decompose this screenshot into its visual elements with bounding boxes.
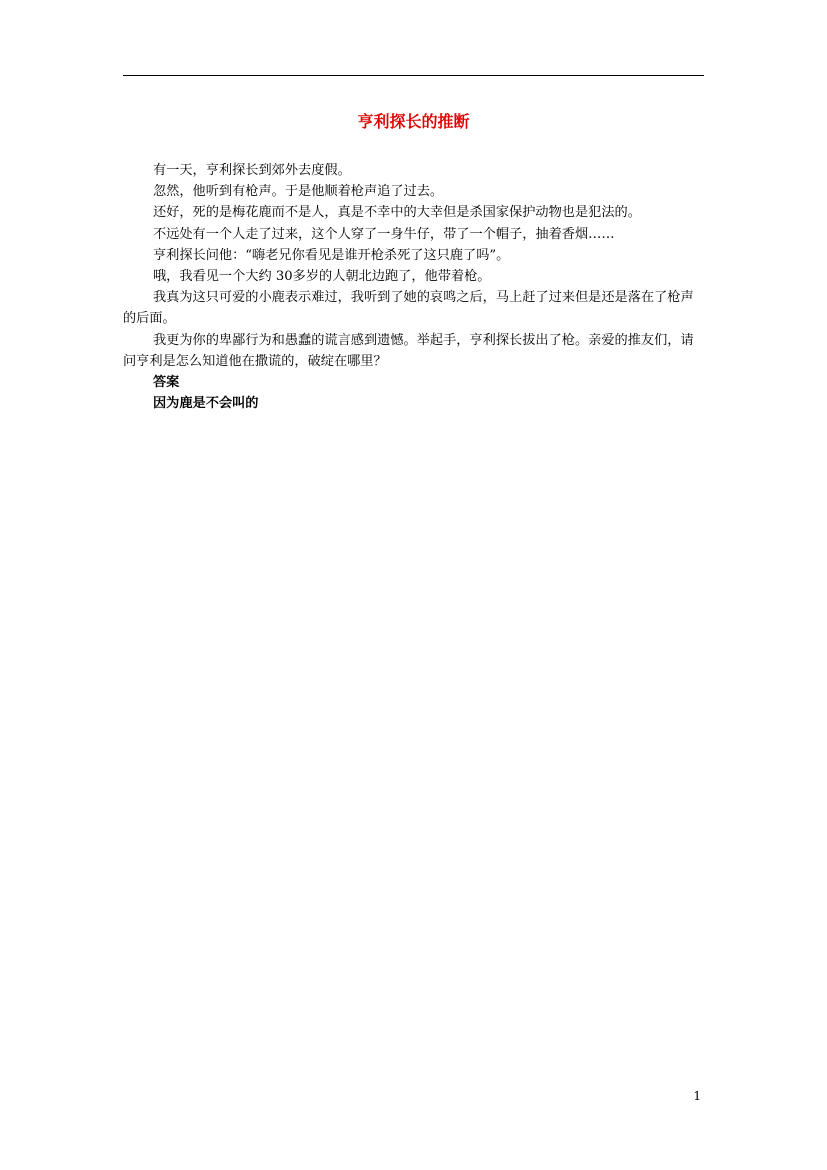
- paragraph-5: 亨利探长问他：“嗨老兄你看见是谁开枪杀死了这只鹿了吗”。: [153, 247, 510, 263]
- paragraph-1: 有一天，亨利探长到郊外去度假。: [153, 163, 351, 178]
- page-number: 1: [693, 1089, 701, 1103]
- answer-text: 因为鹿是不会叫的: [153, 396, 259, 412]
- paragraph-3: 还好，死的是梅花鹿而不是人，真是不幸中的大幸但是杀国家保护动物也是犯法的。: [153, 205, 641, 221]
- document-title: 亨利探长的推断: [357, 112, 470, 131]
- paragraph-4: 不远处有一个人走了过来，这个人穿了一身牛仔，带了一个帽子，抽着香烟……: [153, 226, 615, 242]
- paragraph-2: 忽然，他听到有枪声。于是他顺着枪声追了过去。: [153, 184, 444, 200]
- paragraph-7: 我真为这只可爱的小鹿表示难过，我听到了她的哀鸣之后，马上赶了过来但是还是落在了枪声的后面。: [123, 290, 694, 327]
- answer-label: 答案: [153, 375, 180, 391]
- paragraph-6: 哦，我看见一个大约 30多岁的人朝北边跑了，他带着枪。: [153, 269, 491, 285]
- paragraph-8: 我更为你的卑鄙行为和愚蠢的谎言感到遗憾。举起手，亨利探长拔出了枪。亲爱的推友们，请问亨利是怎么知道他在撒谎的，破绽在哪里？: [123, 332, 694, 369]
- header-rule: [123, 75, 704, 76]
- document-body: [123, 160, 704, 414]
